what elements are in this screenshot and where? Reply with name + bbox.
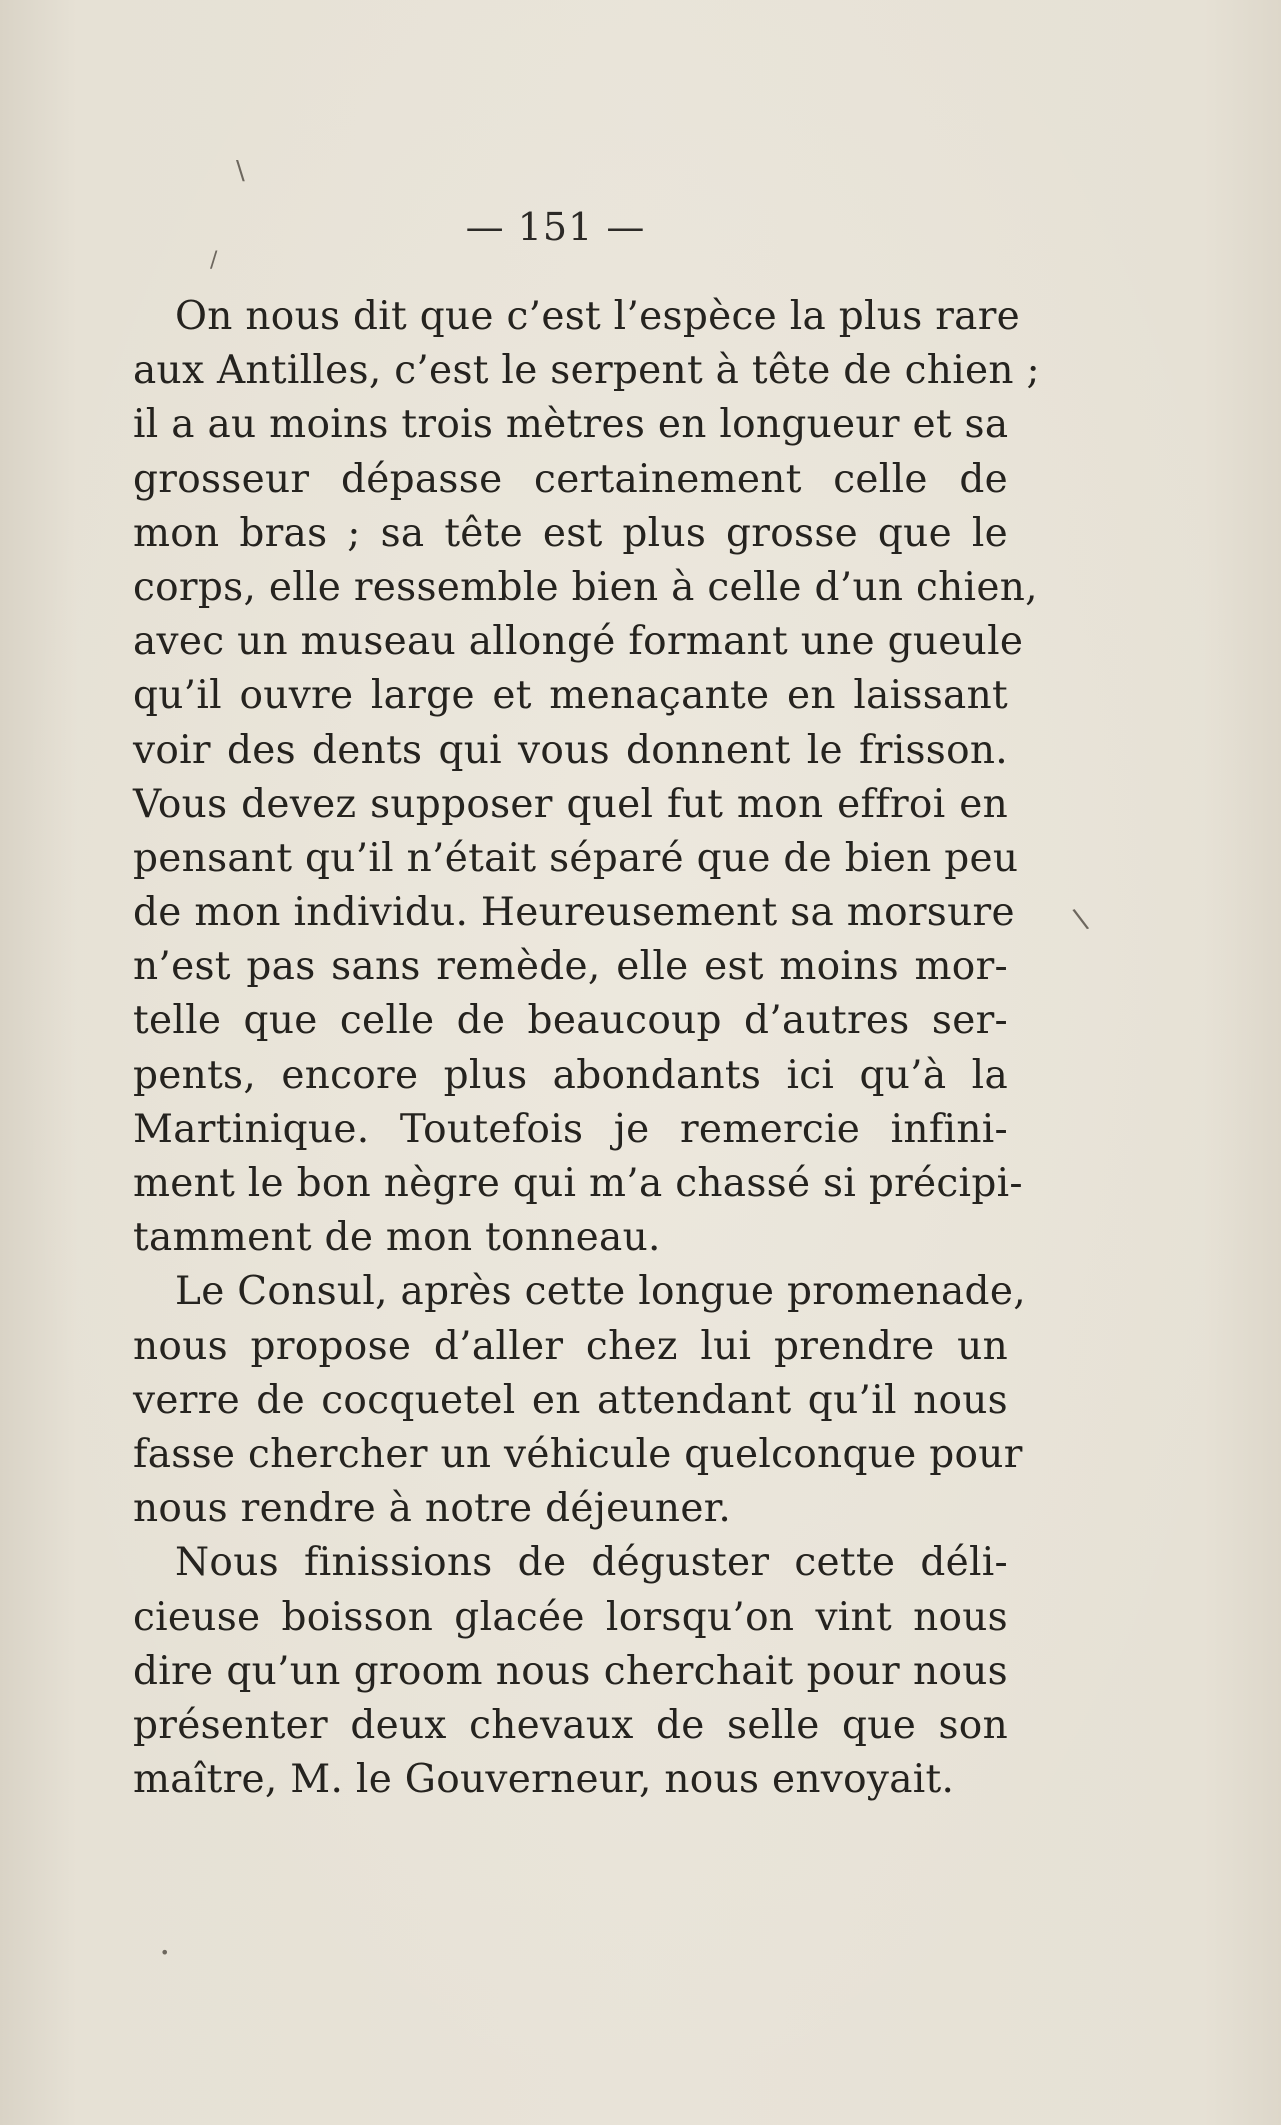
paragraph bbox=[133, 290, 1040, 1265]
text-line: cieuse boisson glacée lorsqu’on vint nous bbox=[133, 1594, 1008, 1640]
text-line: Le Consul, après cette longue promenade, bbox=[175, 1269, 1026, 1315]
text-line: tamment de mon tonneau. bbox=[133, 1215, 661, 1261]
text-line: voir des dents qui vous donnent le frisson. bbox=[133, 727, 1008, 773]
text-line: aux Antilles, c’est le serpent à tête de chien ; bbox=[133, 348, 1040, 394]
text-line: fasse chercher un véhicule quelconque pour bbox=[133, 1431, 1023, 1477]
text-line: corps, elle ressemble bien à celle d’un chien, bbox=[133, 564, 1038, 610]
page-text bbox=[133, 290, 1040, 1807]
paragraph bbox=[133, 1265, 1026, 1536]
text-line: verre de cocquetel en attendant qu’il nous bbox=[133, 1377, 1008, 1423]
text-line: maître, M. le Gouverneur, nous envoyait. bbox=[133, 1757, 955, 1803]
text-line: Vous devez supposer quel fut mon effroi en bbox=[133, 781, 1008, 827]
text-line: dire qu’un groom nous cherchait pour nous bbox=[133, 1648, 1008, 1694]
text-line: Martinique. Toutefois je remercie infini- bbox=[133, 1106, 1008, 1152]
text-line: avec un museau allongé formant une gueule bbox=[133, 619, 1024, 665]
text-line: On nous dit que c’est l’espèce la plus rare bbox=[175, 294, 1021, 339]
text-line: ment le bon nègre qui m’a chassé si précipi- bbox=[133, 1161, 1023, 1206]
text-line: n’est pas sans remède, elle est moins mor- bbox=[133, 944, 1008, 990]
text-line: pensant qu’il n’était séparé que de bien peu bbox=[133, 835, 1019, 881]
text-line: pents, encore plus abondants ici qu’à la bbox=[133, 1052, 1008, 1098]
margin-mark: / bbox=[210, 248, 218, 273]
margin-mark: \ bbox=[236, 156, 245, 186]
text-line: qu’il ouvre large et menaçante en laissant bbox=[133, 673, 1008, 719]
text-line: nous rendre à notre déjeuner. bbox=[133, 1486, 732, 1532]
margin-mark: • bbox=[160, 1943, 170, 1962]
text-line: présenter deux chevaux de selle que son bbox=[133, 1702, 1008, 1748]
page-number: — 151 — bbox=[465, 205, 646, 249]
text-line: grosseur dépasse certainement celle de bbox=[133, 456, 1008, 502]
text-line: il a au moins trois mètres en longueur et sa bbox=[133, 402, 1009, 448]
text-line: mon bras ; sa tête est plus grosse que le bbox=[133, 510, 1008, 556]
text-line: Nous finissions de déguster cette déli- bbox=[175, 1540, 1008, 1586]
paragraph bbox=[133, 1536, 1008, 1807]
text-line: nous propose d’aller chez lui prendre un bbox=[133, 1323, 1008, 1369]
text-line: de mon individu. Heureusement sa morsure bbox=[133, 890, 1015, 936]
text-line: telle que celle de beaucoup d’autres ser- bbox=[133, 998, 1008, 1044]
margin-mark: \ bbox=[1070, 901, 1091, 936]
